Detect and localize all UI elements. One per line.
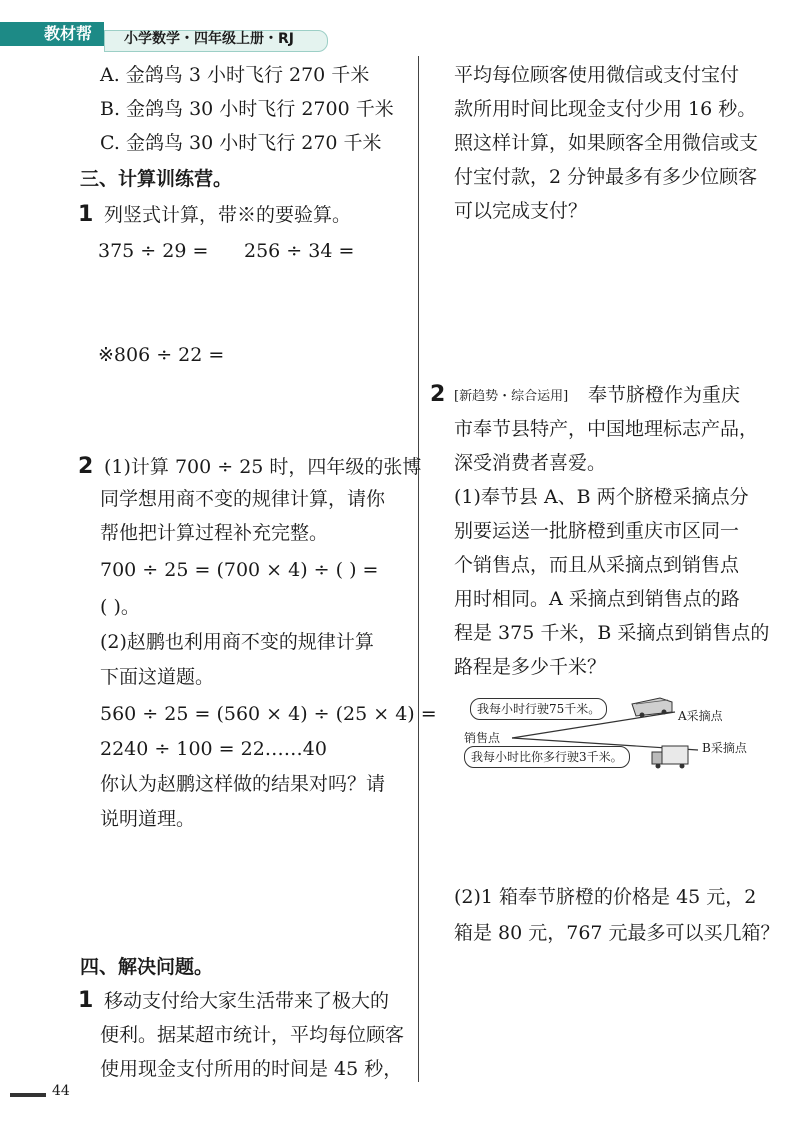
label-a: A采摘点 — [678, 709, 723, 723]
section-four-heading: 四、解决问题。 — [80, 956, 214, 978]
option-b: B. 金鸽鸟 30 小时飞行 2700 千米 — [100, 98, 394, 120]
route-figure — [460, 690, 780, 780]
truck-a-icon — [632, 698, 672, 718]
question-2-line: 帮他把计算过程补充完整。 — [100, 522, 329, 544]
problem-2-tag: [新趋势・综合运用] — [454, 389, 569, 404]
question-1-text: 列竖式计算，带※的要验算。 — [104, 204, 352, 226]
problem-2-line: 市奉节县特产，中国地理标志产品， — [454, 418, 759, 440]
speech-bubble-a: 我每小时行驶75千米。 — [470, 698, 607, 720]
option-a: A. 金鸽鸟 3 小时飞行 270 千米 — [100, 64, 370, 86]
problem-1-continued: 照这样计算，如果顾客全用微信或支 — [454, 132, 759, 154]
problem-2-line: 个销售点，而且从采摘点到销售点 — [454, 554, 740, 576]
question-2-equation-3: 2240 ÷ 100 = 22……40 — [100, 738, 327, 760]
question-2-equation-2: 560 ÷ 25 = (560 × 4) ÷ (25 × 4) = — [100, 703, 437, 725]
question-2-blank: ( )。 — [100, 596, 140, 618]
question-1-number: 1 — [78, 202, 94, 227]
problem-1-continued: 款所用时间比现金支付少用 16 秒。 — [454, 98, 757, 120]
problem-1-line: 使用现金支付所用的时间是 45 秒， — [100, 1058, 403, 1080]
problem-1-line: 便利。据某超市统计，平均每位顾客 — [100, 1024, 405, 1046]
equation-1: 375 ÷ 29 = — [98, 240, 209, 262]
header-tag-text: 小学数学・四年级上册・RJ — [124, 31, 294, 47]
problem-2-number: 2 — [430, 382, 446, 407]
problem-1-continued: 平均每位顾客使用微信或支付宝付 — [454, 64, 740, 86]
page-number-bar — [10, 1093, 46, 1097]
problem-1-continued: 可以完成支付？ — [454, 200, 588, 222]
problem-2-line: (1)奉节县 A、B 两个脐橙采摘点分 — [454, 486, 749, 508]
question-2-line: 同学想用商不变的规律计算，请你 — [100, 488, 386, 510]
speech-bubble-b: 我每小时比你多行驶3千米。 — [464, 746, 630, 768]
problem-2-part-2: 箱是 80 元，767 元最多可以买几箱？ — [454, 922, 780, 944]
equation-3: ※806 ÷ 22 = — [98, 344, 225, 366]
problem-2-line: 用时相同。A 采摘点到销售点的路 — [454, 588, 740, 610]
truck-b-icon — [652, 746, 688, 769]
question-2-line: 说明道理。 — [100, 808, 196, 830]
problem-1-number: 1 — [78, 988, 94, 1013]
question-2-number: 2 — [78, 454, 94, 479]
section-three-heading: 三、计算训练营。 — [80, 168, 233, 190]
question-2-line: (1)计算 700 ÷ 25 时，四年级的张博 — [104, 456, 422, 478]
problem-2-line: 路程是多少千米？ — [454, 656, 607, 678]
label-sales-point: 销售点 — [464, 731, 501, 745]
question-2-line: 你认为赵鹏这样做的结果对吗？请 — [100, 773, 386, 795]
problem-1-line: 移动支付给大家生活带来了极大的 — [104, 990, 390, 1012]
label-b: B采摘点 — [702, 741, 747, 755]
problem-2-line: 深受消费者喜爱。 — [454, 452, 607, 474]
question-2-line: 下面这道题。 — [100, 666, 215, 688]
page-number: 44 — [52, 1083, 70, 1099]
problem-2-line: 程是 375 千米，B 采摘点到销售点的 — [454, 622, 770, 644]
equation-2: 256 ÷ 34 = — [244, 240, 355, 262]
question-2-equation-1: 700 ÷ 25 = (700 × 4) ÷ ( ) = — [100, 559, 379, 581]
problem-2-part-2: (2)1 箱奉节脐橙的价格是 45 元，2 — [454, 886, 757, 908]
problem-2-line: 奉节脐橙作为重庆 — [588, 384, 741, 406]
header-badge-text: 教材帮 — [44, 24, 93, 43]
problem-1-continued: 付宝付款，2 分钟最多有多少位顾客 — [454, 166, 758, 188]
column-divider — [418, 56, 419, 1082]
problem-2-line: 别要运送一批脐橙到重庆市区同一 — [454, 520, 740, 542]
question-2-line: (2)赵鹏也利用商不变的规律计算 — [100, 631, 374, 653]
option-c: C. 金鸽鸟 30 小时飞行 270 千米 — [100, 132, 382, 154]
